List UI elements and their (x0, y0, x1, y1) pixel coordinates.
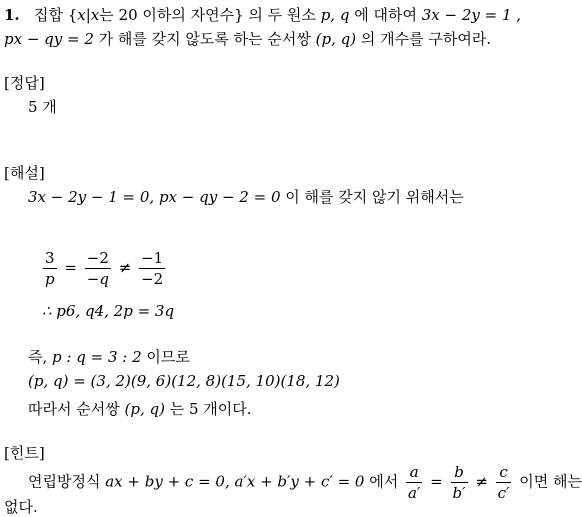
hint-text: 이면 해는 (519, 472, 582, 491)
hint-text: 에서 (369, 472, 399, 491)
equals-sign: = (64, 258, 77, 277)
problem-number: 1. (4, 6, 20, 24)
problem-line-1 (4, 4, 521, 25)
fraction (406, 462, 422, 503)
denominator: a′ (408, 484, 421, 502)
numerator: a (406, 462, 422, 483)
denominator: c′ (497, 484, 510, 502)
answer-header: [정답] (4, 74, 45, 92)
denominator: −2 (141, 270, 164, 288)
fraction (85, 248, 111, 289)
solution-text: 즉, (28, 348, 48, 366)
solution-text: 이므로 (146, 348, 190, 366)
problem-text: 가 해를 갖지 않도록 하는 순서쌍 (98, 30, 311, 48)
numerator: 3 (43, 248, 57, 269)
solution-text: 따라서 순서쌍 (28, 400, 120, 418)
math: px − qy = 2 (4, 30, 94, 48)
math: 3x − 2y − 1 = 0, px − qy − 2 = 0 (28, 188, 281, 206)
math: x|x (77, 6, 100, 24)
problem-text: 는 20 이하의 자연수} 의 두 원소 (99, 6, 316, 24)
ratio-line (28, 346, 190, 367)
solution-text: 는 5 개이다. (169, 400, 252, 418)
fraction-condition (40, 248, 168, 289)
fraction (451, 462, 468, 503)
not-equal-sign: ≠ (475, 472, 488, 491)
fraction (43, 248, 57, 289)
math: ax + by + c = 0, a′x + b′y + c′ = 0 (105, 472, 365, 491)
math: (p, q) (124, 400, 165, 418)
denominator: p (45, 270, 55, 288)
denominator: b′ (452, 484, 466, 502)
hint-header: [힌트] (4, 444, 45, 462)
conclusion-line (28, 398, 252, 419)
answer-value: 5 개 (28, 98, 57, 116)
problem-text: 에 대하여 (354, 6, 417, 24)
math: p : q = 3 : 2 (52, 348, 142, 366)
fraction (496, 462, 512, 503)
problem-line-2 (4, 28, 491, 49)
hint-line (28, 462, 582, 503)
math: (p, q) (315, 30, 357, 48)
solution-header: [해설] (4, 164, 45, 182)
not-equal-sign: ≠ (118, 258, 132, 277)
solution-line-1 (28, 186, 464, 207)
denominator: −q (86, 270, 109, 288)
numerator: −1 (141, 249, 164, 267)
numerator: −2 (85, 248, 111, 269)
solution-text: 이 해를 갖지 않기 위해서는 (285, 188, 464, 206)
problem-text: 의 개수를 구하여라. (360, 30, 492, 48)
problem-text: 집합 { (33, 6, 78, 24)
fraction (139, 248, 165, 289)
therefore-line: ∴ p6, q4, 2p = 3q (42, 302, 175, 320)
numerator: c (496, 462, 512, 483)
numerator: b (451, 462, 468, 483)
equals-sign: = (430, 472, 443, 491)
math: p, q (320, 6, 350, 24)
hint-text: 연립방정식 (28, 472, 101, 491)
math: 3x − 2y = 1 , (421, 6, 522, 24)
pairs-line: (p, q) = (3, 2)(9, 6)(12, 8)(15, 10)(18, 12) (28, 372, 340, 390)
hint-line-wrap: 없다. (4, 498, 38, 516)
